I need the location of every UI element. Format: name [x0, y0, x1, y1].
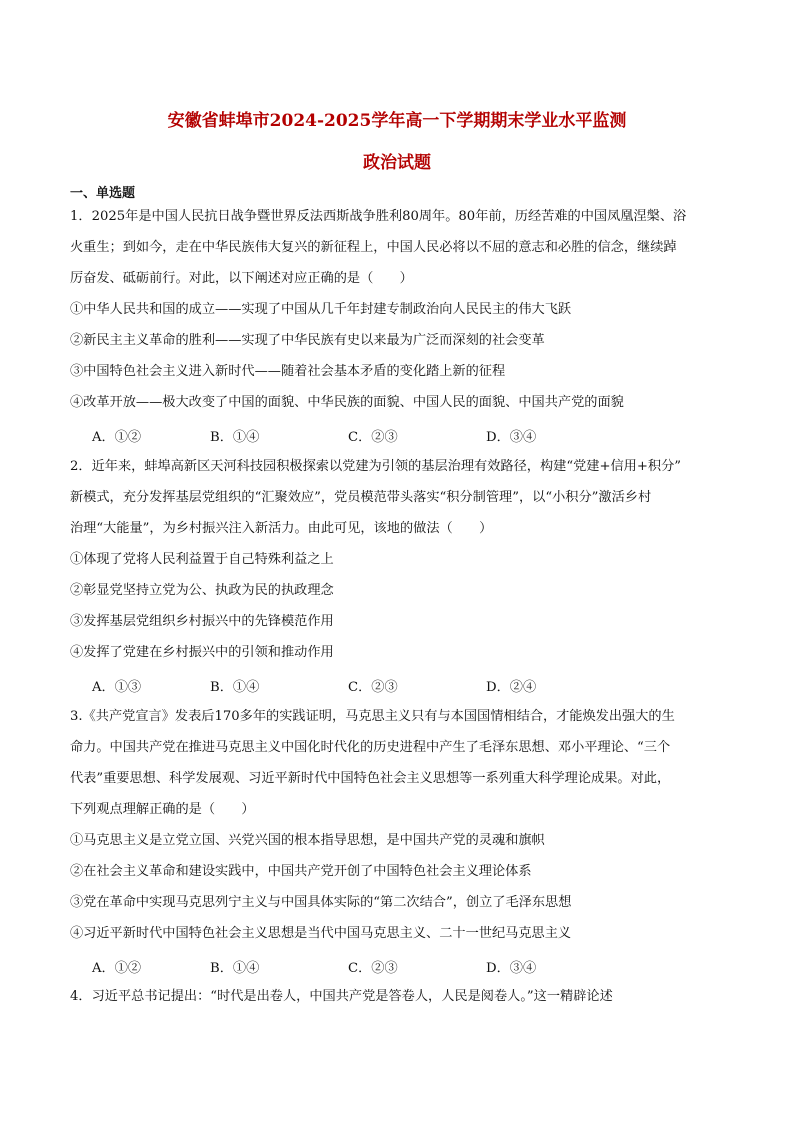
question-1-stem: 厉奋发、砥砺前行。对此，以下阐述对应正确的是（ ） [70, 271, 413, 286]
choice-b: B．①④ [210, 961, 260, 976]
question-3-stem: 命力。中国共产党在推进马克思主义中国化时代化的历史进程中产生了毛泽东思想、邓小平理论、“三个 [70, 740, 671, 755]
question-1-stem: 火重生；到如今，走在中华民族伟大复兴的新征程上，中国人民必将以不屈的意志和必胜的信念，继续踔 [70, 240, 677, 255]
choice-b: B．①④ [210, 430, 260, 445]
choice-d: D．②④ [486, 680, 537, 695]
exam-subject: 政治试题 [363, 153, 431, 173]
question-3-statement: ④习近平新时代中国特色社会主义思想是当代中国马克思主义、二十一世纪马克思主义 [70, 926, 572, 941]
question-1-stem: 1．2025年是中国人民抗日战争暨世界反法西斯战争胜利80周年。80年前，历经苦难的中国凤凰涅槃、浴 [70, 209, 687, 224]
question-2-statement: ②彰显党坚持立党为公、执政为民的执政理念 [70, 583, 334, 598]
choice-d: D．③④ [486, 430, 537, 445]
question-1-statement: ①中华人民共和国的成立——实现了中国从几千年封建专制政治向人民民主的伟大飞跃 [70, 302, 572, 317]
choice-c: C．②③ [348, 430, 398, 445]
choice-a: A．①② [92, 430, 142, 445]
choice-a: A．①③ [92, 680, 142, 695]
question-1-statement: ②新民主主义革命的胜利——实现了中华民族有史以来最为广泛而深刻的社会变革 [70, 333, 545, 348]
question-3-choices [92, 957, 732, 975]
section-heading: 一、单选题 [70, 186, 136, 201]
exam-title: 安徽省蚌埠市2024-2025学年高一下学期期末学业水平监测 [167, 111, 627, 131]
question-2-statement: ③发挥基层党组织乡村振兴中的先锋模范作用 [70, 614, 334, 629]
question-1-choices [92, 426, 732, 444]
question-2-stem: 2．近年来，蚌埠高新区天河科技园积极探索以党建为引领的基层治理有效路径，构建“党建+信用+积分” [70, 459, 682, 474]
question-2-statement: ④发挥了党建在乡村振兴中的引领和推动作用 [70, 645, 334, 660]
choice-c: C．②③ [348, 680, 398, 695]
question-2-statement: ①体现了党将人民利益置于自己特殊利益之上 [70, 552, 334, 567]
question-3-stem: 代表”重要思想、科学发展观、习近平新时代中国特色社会主义思想等一系列重大科学理论成果。对此， [70, 771, 671, 786]
question-3-statement: ③党在革命中实现马克思列宁主义与中国具体实际的“第二次结合”，创立了毛泽东思想 [70, 895, 572, 910]
choice-a: A．①② [92, 961, 142, 976]
question-3-stem: 下列观点理解正确的是（ ） [70, 802, 255, 817]
choice-c: C．②③ [348, 961, 398, 976]
question-2-stem: 新模式，充分发挥基层党组织的“汇聚效应”，党员模范带头落实“积分制管理”，以“小积分”激活乡村 [70, 490, 652, 505]
question-3-statement: ①马克思主义是立党立国、兴党兴国的根本指导思想，是中国共产党的灵魂和旗帜 [70, 833, 545, 848]
choice-b: B．①④ [210, 680, 260, 695]
question-3-stem: 3.《共产党宣言》发表后170多年的实践证明，马克思主义只有与本国国情相结合，才能焕发出强大的生 [70, 709, 675, 724]
question-3-statement: ②在社会主义革命和建设实践中，中国共产党开创了中国特色社会主义理论体系 [70, 864, 532, 879]
question-1-statement: ③中国特色社会主义进入新时代——随着社会基本矛盾的变化踏上新的征程 [70, 364, 506, 379]
question-2-stem: 治理“大能量”，为乡村振兴注入新活力。由此可见，该地的做法（ ） [70, 521, 493, 536]
choice-d: D．③④ [486, 961, 537, 976]
question-4-stem: 4．习近平总书记提出：“时代是出卷人，中国共产党是答卷人，人民是阅卷人。”这一精辟论述 [70, 989, 613, 1004]
question-2-choices [92, 676, 732, 694]
question-1-statement: ④改革开放——极大改变了中国的面貌、中华民族的面貌、中国人民的面貌、中国共产党的面貌 [70, 395, 624, 410]
